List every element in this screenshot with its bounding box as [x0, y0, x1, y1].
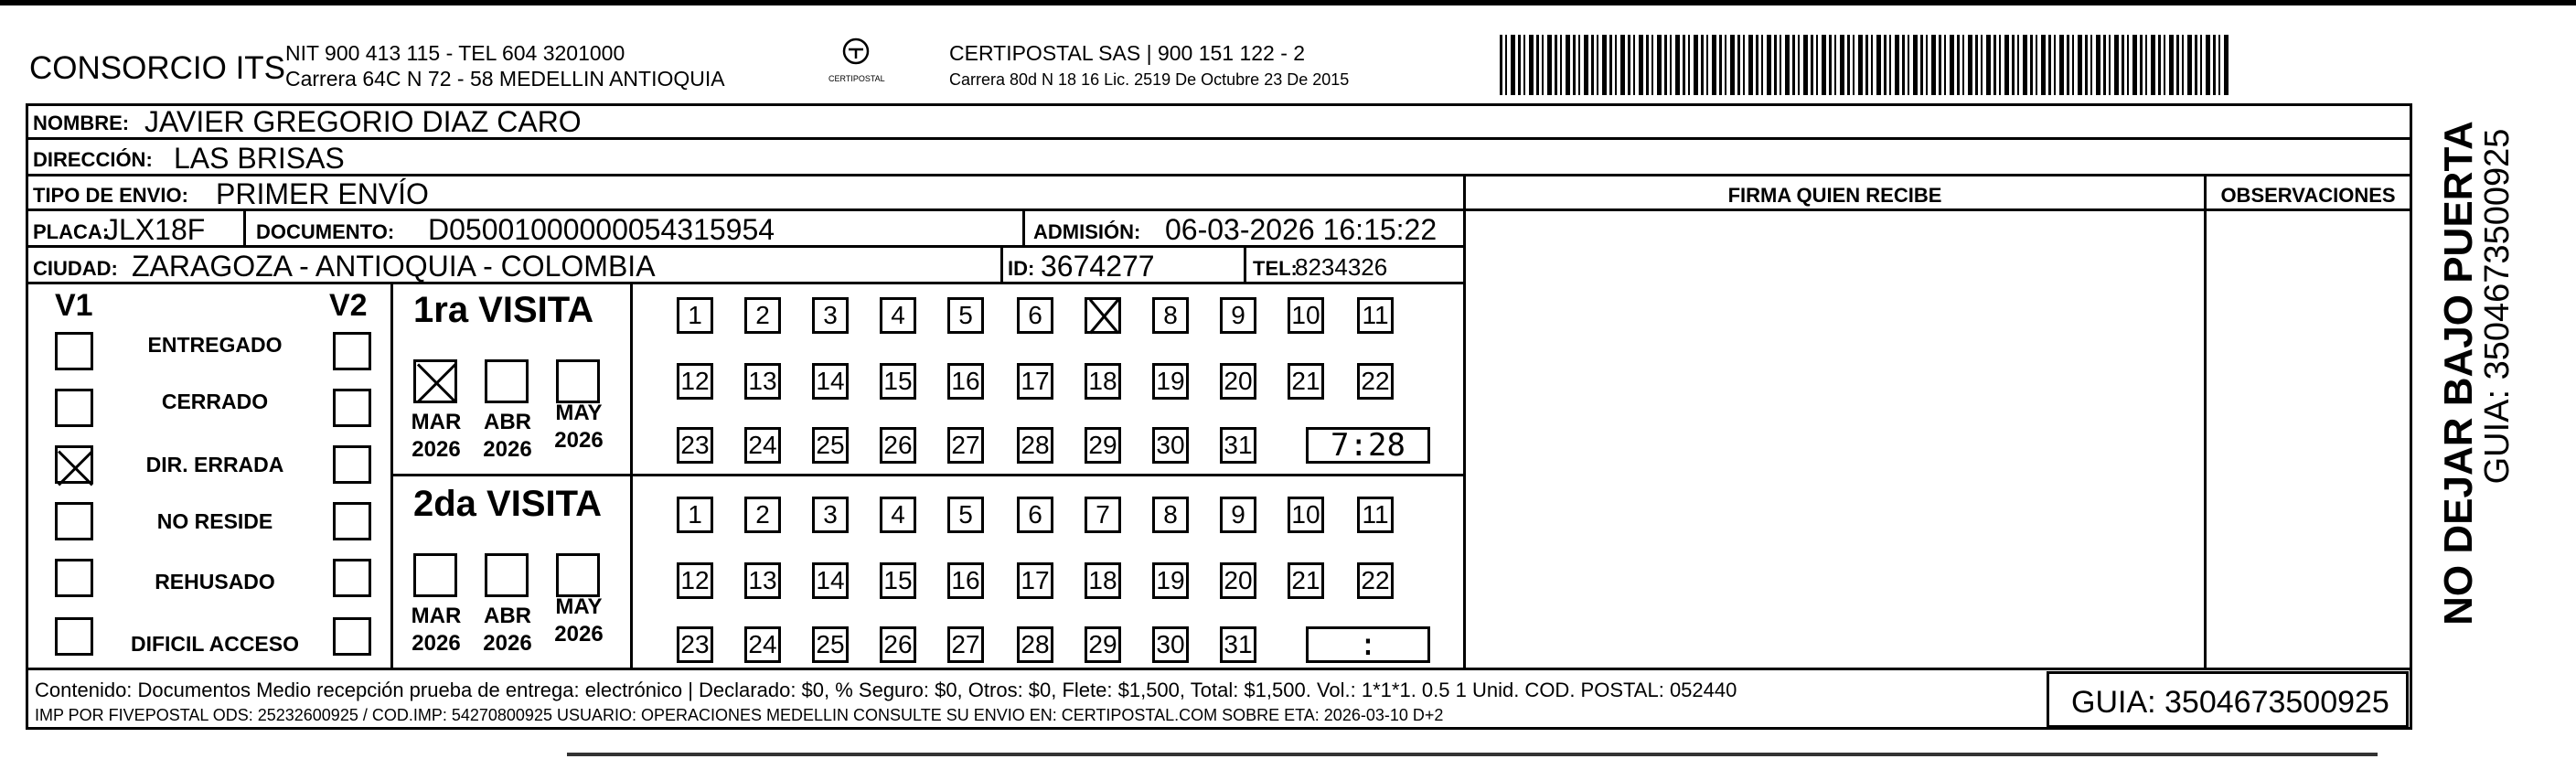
- visit2-day-box[interactable]: 13: [744, 562, 781, 599]
- imp-line: IMP POR FIVEPOSTAL ODS: 25232600925 / COD.IMP: 54270800925 USUARIO: OPERACIONES MEDELLIN CONSULTE SU ENVIO EN: CERTIPOSTAL.COM SOBRE ETA: 2026-03-10 D+2: [35, 706, 1444, 724]
- visit2-month-abr-checkbox[interactable]: [485, 553, 529, 597]
- observations-left-border: [2204, 176, 2207, 670]
- certipostal-logo-icon: [836, 37, 876, 69]
- visit2-day-box[interactable]: 5: [947, 497, 984, 533]
- month-label: ABR 2026: [483, 604, 532, 656]
- visit1-day-box[interactable]: 24: [744, 427, 781, 464]
- visit2-day-box[interactable]: 30: [1152, 626, 1189, 663]
- barcode-icon: [1500, 35, 2231, 95]
- visit1-day-box[interactable]: 21: [1288, 363, 1324, 400]
- visit1-day-box[interactable]: 22: [1357, 363, 1394, 400]
- visit2-day-box[interactable]: 7: [1085, 497, 1121, 533]
- visit2-days-panel: [633, 476, 1463, 670]
- visit2-months-panel: [393, 476, 633, 670]
- visit1-month-abr-checkbox[interactable]: [485, 359, 529, 403]
- dir-errada-v1-checkbox[interactable]: [55, 445, 93, 484]
- rehusado-v2-checkbox[interactable]: [333, 559, 371, 597]
- visit2-day-box[interactable]: 10: [1288, 497, 1324, 533]
- visit2-day-box[interactable]: 20: [1220, 562, 1256, 599]
- city-row: [27, 248, 1463, 284]
- month-label: MAY 2026: [554, 594, 604, 647]
- top-border: [0, 0, 2576, 5]
- visit1-title: 1ra VISITA: [413, 290, 594, 330]
- visit2-day-box[interactable]: 12: [677, 562, 713, 599]
- visit2-time-box[interactable]: :: [1306, 626, 1430, 663]
- visit1-day-box[interactable]: 16: [947, 363, 984, 400]
- visit1-day-box[interactable]: 29: [1085, 427, 1121, 464]
- visit2-day-box[interactable]: 31: [1220, 626, 1256, 663]
- guia-box-text: GUIA: 3504673500925: [2071, 685, 2389, 720]
- no-reside-v1-checkbox[interactable]: [55, 502, 93, 540]
- dificil-acceso-v1-checkbox[interactable]: [55, 617, 93, 656]
- signature-left-border: [1463, 176, 1466, 670]
- recipient-name: JAVIER GREGORIO DIAZ CARO: [144, 105, 582, 138]
- company-name: CONSORCIO ITS: [29, 50, 286, 86]
- visit2-day-box[interactable]: 16: [947, 562, 984, 599]
- visit2-day-box[interactable]: 3: [812, 497, 849, 533]
- visit2-day-box[interactable]: 11: [1357, 497, 1394, 533]
- plate-value: JLX18F: [104, 213, 206, 246]
- visit1-day-box[interactable]: 31: [1220, 427, 1256, 464]
- id-value: 3674277: [1041, 250, 1155, 283]
- carrier-address: Carrera 80d N 18 16 Lic. 2519 De Octubre 23 De 2015: [949, 70, 1350, 89]
- status-option: DIFICIL ACCESO: [130, 632, 299, 656]
- visit1-day-box[interactable]: 13: [744, 363, 781, 400]
- visit1-month-may-checkbox[interactable]: [556, 359, 600, 403]
- entregado-v1-checkbox[interactable]: [55, 332, 93, 370]
- month-label: MAY 2026: [554, 401, 604, 453]
- plate-row: [27, 211, 1463, 248]
- cerrado-v1-checkbox[interactable]: [55, 389, 93, 427]
- visit2-day-box[interactable]: 17: [1017, 562, 1053, 599]
- no-reside-v2-checkbox[interactable]: [333, 502, 371, 540]
- visit1-day-box[interactable]: 10: [1288, 297, 1324, 334]
- send-type-label: TIPO DE ENVIO:: [33, 184, 188, 207]
- visit1-day-box[interactable]: 3: [812, 297, 849, 334]
- visit2-day-box[interactable]: 9: [1220, 497, 1256, 533]
- visit2-day-box[interactable]: 8: [1152, 497, 1189, 533]
- visit1-day-box[interactable]: 9: [1220, 297, 1256, 334]
- send-type-row: [27, 176, 1463, 211]
- signature-header: FIRMA QUIEN RECIBE: [1727, 184, 1942, 207]
- guia-box: [2047, 671, 2409, 728]
- company-nit: NIT 900 413 115 - TEL 604 3201000: [285, 41, 625, 65]
- rehusado-v1-checkbox[interactable]: [55, 559, 93, 597]
- city-value: ZARAGOZA - ANTIOQUIA - COLOMBIA: [132, 250, 656, 283]
- visit1-day-box[interactable]: 2: [744, 297, 781, 334]
- visit1-day-box[interactable]: 14: [812, 363, 849, 400]
- month-label: MAR 2026: [411, 410, 462, 462]
- divider: [1022, 211, 1025, 246]
- visit2-day-box[interactable]: 1: [677, 497, 713, 533]
- visit1-day-box[interactable]: 20: [1220, 363, 1256, 400]
- side-guia: GUIA: 3504673500925: [2478, 128, 2517, 485]
- visit1-day-box[interactable]: 19: [1152, 363, 1189, 400]
- visit2-title: 2da VISITA: [413, 484, 602, 524]
- carrier-name: CERTIPOSTAL SAS | 900 151 122 - 2: [949, 41, 1306, 65]
- status-option: DIR. ERRADA: [145, 453, 284, 476]
- visit2-day-box[interactable]: 2: [744, 497, 781, 533]
- plate-label: PLACA:: [33, 220, 110, 243]
- visit1-day-box[interactable]: [1085, 297, 1121, 334]
- divider: [1244, 248, 1246, 283]
- visit1-day-box[interactable]: 27: [947, 427, 984, 464]
- visit2-day-box[interactable]: 21: [1288, 562, 1324, 599]
- visit1-day-box[interactable]: 18: [1085, 363, 1121, 400]
- entregado-v2-checkbox[interactable]: [333, 332, 371, 370]
- observations-header: OBSERVACIONES: [2220, 184, 2396, 207]
- visit1-day-box[interactable]: 8: [1152, 297, 1189, 334]
- visit2-day-box[interactable]: 29: [1085, 626, 1121, 663]
- v1-label: V1: [55, 288, 93, 323]
- visit1-day-box[interactable]: 26: [880, 427, 916, 464]
- content-line: Contenido: Documentos Medio recepción prueba de entrega: electrónico | Declarado: $0, % Seguro: $0, Otros: $0, Flete: $1,500, Total: $1,500. Vol.: 1*1*1. 0.5 1 Unid. COD. POSTAL: 052440: [35, 679, 1737, 701]
- visit1-day-box[interactable]: 25: [812, 427, 849, 464]
- recipient-address: LAS BRISAS: [174, 142, 345, 175]
- month-label: MAR 2026: [411, 604, 462, 656]
- dificil-acceso-v2-checkbox[interactable]: [333, 617, 371, 656]
- status-option: CERRADO: [161, 390, 269, 413]
- name-label: NOMBRE:: [33, 112, 130, 134]
- status-option: NO RESIDE: [156, 509, 273, 533]
- tel-value: 8234326: [1295, 253, 1388, 281]
- bottom-border: [567, 753, 2378, 756]
- visit2-day-box[interactable]: 23: [677, 626, 713, 663]
- visit1-days-panel: [633, 284, 1463, 476]
- visit1-day-box[interactable]: 17: [1017, 363, 1053, 400]
- visit2-day-box[interactable]: 4: [880, 497, 916, 533]
- admission-value: 06-03-2026 16:15:22: [1165, 213, 1438, 246]
- dir-errada-v2-checkbox[interactable]: [333, 445, 371, 484]
- status-panel: [27, 284, 393, 670]
- visit2-day-box[interactable]: 14: [812, 562, 849, 599]
- visit1-day-box[interactable]: 23: [677, 427, 713, 464]
- document-label: DOCUMENTO:: [256, 220, 395, 243]
- visit2-day-box[interactable]: 19: [1152, 562, 1189, 599]
- visit1-day-box[interactable]: 12: [677, 363, 713, 400]
- visit1-months-panel: [393, 284, 633, 476]
- visit1-month-mar-checkbox[interactable]: [413, 359, 457, 403]
- address-label: DIRECCIÓN:: [33, 148, 153, 171]
- visit2-day-box[interactable]: 25: [812, 626, 849, 663]
- company-address: Carrera 64C N 72 - 58 MEDELLIN ANTIOQUIA: [285, 67, 725, 91]
- visit2-day-box[interactable]: 6: [1017, 497, 1053, 533]
- visit1-day-box[interactable]: 28: [1017, 427, 1053, 464]
- visit2-month-may-checkbox[interactable]: [556, 553, 600, 597]
- visit1-time-box[interactable]: 7:28: [1306, 427, 1430, 464]
- send-type: PRIMER ENVÍO: [216, 177, 429, 210]
- visit1-day-box[interactable]: 6: [1017, 297, 1053, 334]
- logo-text: CERTIPOSTAL: [828, 74, 885, 83]
- visit2-day-box[interactable]: 26: [880, 626, 916, 663]
- visit2-day-box[interactable]: 22: [1357, 562, 1394, 599]
- columns-header-line: [1466, 208, 2410, 211]
- footer-top-line: [27, 668, 2410, 670]
- address-row: [27, 140, 2410, 176]
- side-warning-wrap: [2414, 101, 2481, 649]
- visit1-day-box[interactable]: 11: [1357, 297, 1394, 334]
- document-value: D05001000000054315954: [428, 213, 775, 246]
- visit2-day-box[interactable]: 15: [880, 562, 916, 599]
- side-guia-wrap: [2478, 101, 2524, 649]
- status-option: REHUSADO: [155, 570, 275, 593]
- city-label: CIUDAD:: [33, 257, 118, 280]
- visit2-day-box[interactable]: 24: [744, 626, 781, 663]
- visit1-day-box[interactable]: 15: [880, 363, 916, 400]
- admission-label: ADMISIÓN:: [1033, 220, 1141, 243]
- visit2-day-box[interactable]: 27: [947, 626, 984, 663]
- id-label: ID:: [1008, 257, 1035, 280]
- status-option: ENTREGADO: [147, 333, 283, 357]
- tel-label: TEL:: [1253, 257, 1298, 280]
- divider: [243, 211, 246, 246]
- visit2-day-box[interactable]: 28: [1017, 626, 1053, 663]
- visit1-day-box[interactable]: 4: [880, 297, 916, 334]
- v2-label: V2: [329, 288, 368, 323]
- visit1-day-box[interactable]: 30: [1152, 427, 1189, 464]
- visit2-day-box[interactable]: 18: [1085, 562, 1121, 599]
- visit1-day-box[interactable]: 5: [947, 297, 984, 334]
- side-warning: NO DEJAR BAJO PUERTA: [2436, 121, 2481, 625]
- visit1-day-box[interactable]: 1: [677, 297, 713, 334]
- divider: [1000, 248, 1003, 283]
- cerrado-v2-checkbox[interactable]: [333, 389, 371, 427]
- certipostal-logo: [828, 37, 883, 83]
- visit2-month-mar-checkbox[interactable]: [413, 553, 457, 597]
- name-row: [27, 103, 2410, 140]
- month-label: ABR 2026: [483, 410, 532, 462]
